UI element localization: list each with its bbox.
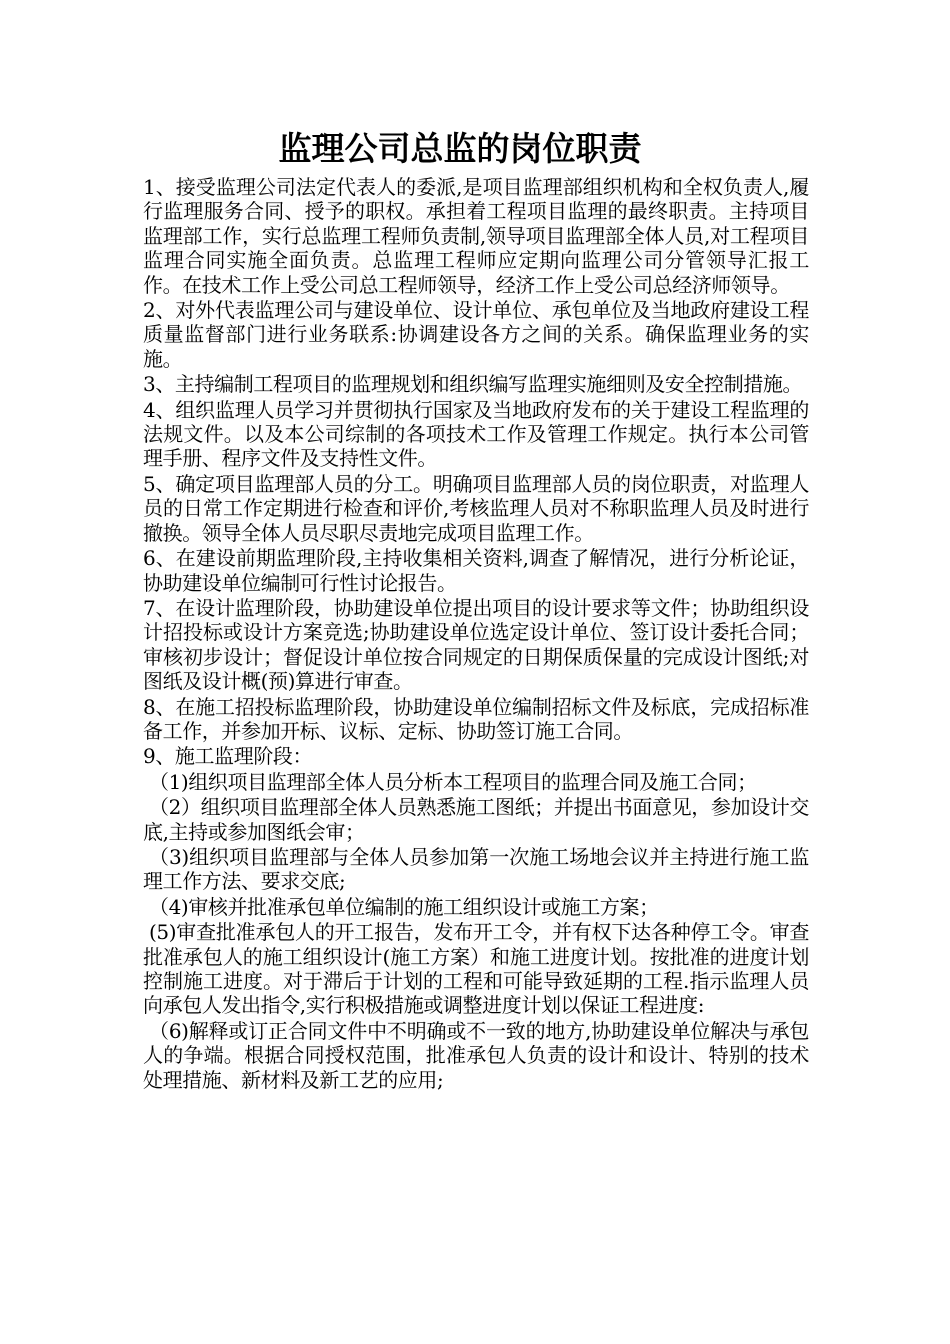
paragraph-2: 2、对外代表监理公司与建设单位、设计单位、承包单位及当地政府建设工程质量监督部门进行业务联系:协调建设各方之间的关系。确保监理业务的实施。 — [143, 298, 809, 371]
paragraph-9: 9、施工监理阶段： — [143, 744, 313, 769]
paragraph-3: 3、主持编制工程项目的监理规划和组织编写监理实施细则及安全控制措施。 — [143, 372, 803, 397]
sub-item-5: (5)审查批准承包人的开工报告，发布开工令，并有权下达各种停工令。审查批准承包人的施工组织设计(施工方案）和施工进度计划。按批准的进度计划控制施工进度。对于滞后于计划的工程和可能导致延期的工程.指示监理人员向承包人发出指令,实行积极措施或调整进度计划以保证工程进度: — [143, 920, 809, 1018]
sub-item-1: （1)组织项目监理部全体人员分析本工程项目的监理合同及施工合同； — [149, 769, 757, 794]
paragraph-8: 8、在施工招投标监理阶段，协助建设单位编制招标文件及标底，完成招标准备工作，并参加开标、议标、定标、协助签订施工合同。 — [143, 694, 809, 743]
paragraph-1: 1、接受监理公司法定代表人的委派,是项目监理部组织机构和全权负责人,履行监理服务合同、授予的职权。承担着工程项目监理的最终职责。主持项目监理部工作，实行总监理工程师负责制,领导项目监理部全体人员,对工程项目监理合同实施全面负责。总监理工程师应定期向监理公司分管领导汇报工作。在技术工作上受公司总工程师领导，经济工作上受公司总经济师领导。 — [143, 175, 809, 297]
sub-item-4: （4)审核并批准承包单位编制的施工组织设计或施工方案； — [149, 894, 659, 919]
sub-item-2: （2）组织项目监理部全体人员熟悉施工图纸；并提出书面意见，参加设计交底,主持或参加图纸会审； — [143, 795, 809, 844]
sub-item-3: （3)组织项目监理部与全体人员参加第一次施工场地会议并主持进行施工监理工作方法、要求交底; — [143, 844, 809, 894]
paragraph-5: 5、确定项目监理部人员的分工。明确项目监理部人员的岗位职责，对监理人员的日常工作定期进行检查和评价,考核监理人员对不称职监理人员及时进行撤换。领导全体人员尽职尽责地完成项目监理工作。 — [143, 471, 809, 545]
paragraph-7: 7、在设计监理阶段，协助建设单位提出项目的设计要求等文件；协助组织设计招投标或设计方案竞选;协助建设单位选定设计单位、签订设计委托合同；审核初步设计；督促设计单位按合同规定的日期保质保量的完成设计图纸;对图纸及设计概(预)算进行审查。 — [143, 595, 809, 694]
document-body — [143, 175, 809, 1093]
sub-item-6: （6)解释或订正合同文件中不明确或不一致的地方,协助建设单位解决与承包人的争端。根据合同授权范围，批准承包人负责的设计和设计、特别的技术处理措施、新材料及新工艺的应用; — [143, 1018, 809, 1092]
document-title: 监理公司总监的岗位职责 — [278, 129, 642, 168]
paragraph-4: 4、组织监理人员学习并贯彻执行国家及当地政府发布的关于建设工程监理的法规文件。以及本公司综制的各项技术工作及管理工作规定。执行本公司管理手册、程序文件及支持性文件。 — [143, 397, 809, 471]
paragraph-6: 6、在建设前期监理阶段,主持收集相关资料,调查了解情况，进行分析论证，协助建设单位编制可行性讨论报告。 — [143, 546, 809, 595]
